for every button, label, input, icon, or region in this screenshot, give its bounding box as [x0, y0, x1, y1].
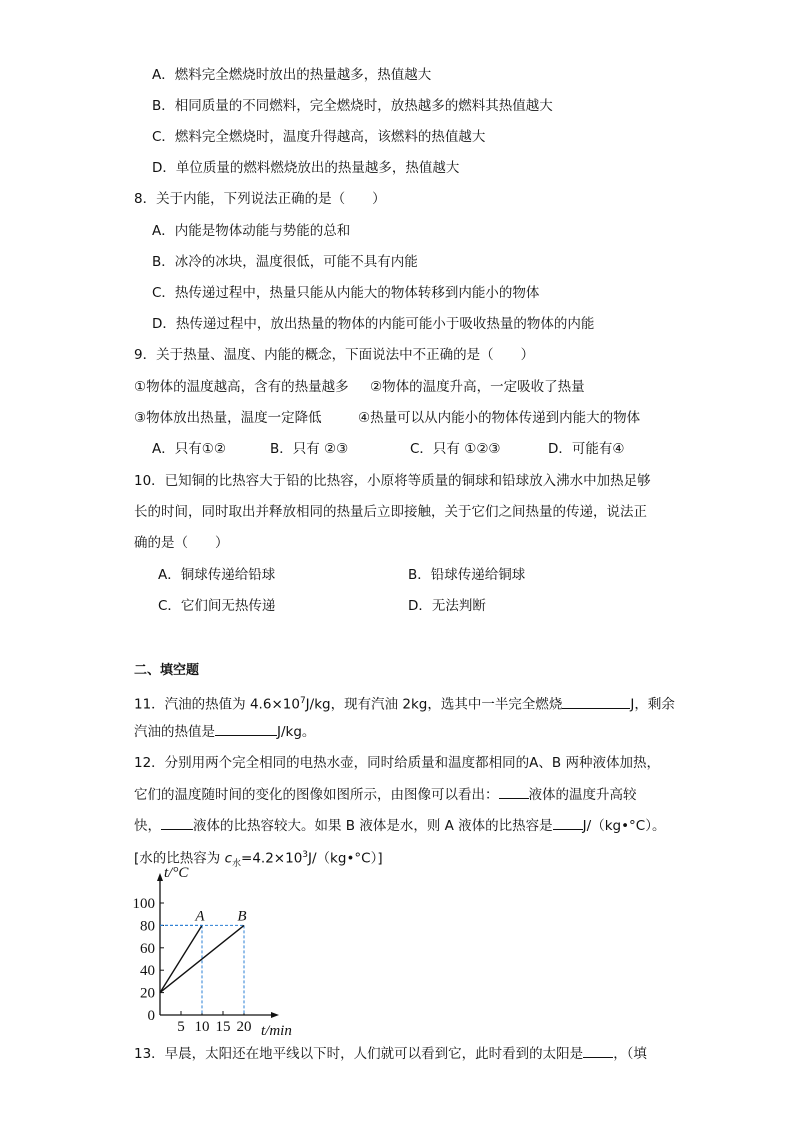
q13-blank-1[interactable]	[583, 1044, 613, 1058]
x-tick-label: 20	[236, 1019, 252, 1035]
q12-text-c-symbol: c	[224, 850, 232, 867]
x-tick-label: 15	[215, 1019, 231, 1035]
q12-exponent: 3	[302, 850, 309, 860]
q9-option-b: B．只有 ②③	[270, 441, 349, 457]
q12-line-1: 12．分别用两个完全相同的电热水壶，同时给质量和温度都相同的A、B 两种液体加热，	[134, 755, 660, 771]
x-tick-label: 10	[194, 1019, 210, 1035]
y-tick-label: 80	[140, 918, 155, 935]
q11-text-c: J，剩余	[630, 696, 675, 713]
series-label-A: A	[195, 908, 205, 925]
q12-blank-2[interactable]	[161, 816, 193, 830]
y-tick-label: 40	[140, 963, 155, 980]
q7-option-c: C．燃料完全燃烧时，温度升得越高，该燃料的热值越大	[152, 129, 486, 145]
q12-text-e: J/（kg•°C）。	[582, 818, 666, 834]
q10-option-c: C．它们间无热传递	[158, 598, 276, 614]
q13-text-b: ，（填	[613, 1046, 647, 1062]
q10-option-a: A．铜球传递给铅球	[158, 567, 276, 583]
q8-option-a: A．内能是物体动能与势能的总和	[152, 223, 351, 239]
q11-line-1	[134, 692, 675, 714]
section-heading: 二、填空题	[134, 663, 200, 678]
q12-text-b: 液体的温度升高较	[528, 787, 637, 803]
q7-option-d: D．单位质量的燃料燃烧放出的热量越多，热值越大	[152, 160, 460, 176]
q11-blank-2[interactable]	[215, 722, 277, 736]
q13-line-1	[134, 1044, 647, 1063]
x-tick-label: 5	[177, 1019, 185, 1035]
q12-subscript: 水	[232, 859, 242, 870]
q10-option-d: D．无法判断	[408, 598, 486, 614]
x-axis-arrow	[271, 1012, 279, 1018]
q9-statement-1: ①物体的温度越高，含有的热量越多	[134, 379, 349, 395]
q9-option-a: A．只有①②	[152, 441, 226, 457]
q7-option-a: A．燃料完全燃烧时放出的热量越多，热值越大	[152, 67, 432, 83]
y-tick-label: 100	[132, 896, 155, 912]
q9-stem: 9．关于热量、温度、内能的概念，下面说法中不正确的是（ ）	[134, 347, 535, 363]
q11-text-e: J/kg。	[277, 724, 316, 740]
q10-option-b: B．铅球传递给铜球	[408, 567, 526, 583]
q9-statement-3: ③物体放出热量，温度一定降低	[134, 410, 322, 426]
q12-line-3	[134, 816, 665, 835]
q10-stem-line-1: 10．已知铜的比热容大于铅的比热容，小原将等质量的铜球和铅球放入沸水中加热足够	[134, 473, 651, 489]
q12-blank-1[interactable]	[499, 785, 529, 799]
q12-text-d: 液体的比热容较大。如果 B 液体是水，则 A 液体的比热容是	[193, 818, 553, 834]
q8-option-d: D．热传递过程中，放出热量的物体的内能可能小于吸收热量的物体的内能	[152, 316, 595, 332]
series-line-A	[160, 925, 202, 992]
q9-option-d: D．可能有④	[548, 441, 625, 457]
q12-text-f: [水的比热容为	[134, 850, 225, 867]
y-axis-arrow	[157, 873, 163, 881]
q11-line-2	[134, 722, 315, 741]
q12-text-g: =4.2×10	[241, 850, 303, 867]
y-axis-label: t/°C	[164, 865, 189, 881]
q9-option-c: C．只有 ①②③	[410, 441, 501, 457]
q12-line-2	[134, 785, 637, 804]
temperature-time-chart	[125, 865, 325, 1040]
q12-text-c: 快，	[134, 818, 161, 834]
y-tick-label: 60	[140, 940, 155, 957]
q7-option-b: B．相同质量的不同燃料，完全燃烧时，放热越多的燃料其热值越大	[152, 98, 553, 114]
y-tick-label: 20	[140, 985, 155, 1002]
q11-blank-1[interactable]	[562, 695, 630, 709]
y-tick-label: 0	[147, 1008, 155, 1024]
q10-stem-line-3: 确的是（ ）	[134, 535, 229, 551]
q11-text-b: J/kg，现有汽油 2kg，选其中一半完全燃烧	[305, 696, 563, 713]
q9-statement-4: ④热量可以从内能小的物体传递到内能大的物体	[358, 410, 641, 426]
q11-text-d: 汽油的热值是	[134, 724, 215, 740]
q12-text-a: 它们的温度随时间的变化的图像如图所示，由图像可以看出：	[134, 787, 499, 803]
q8-option-b: B．冰冷的冰块，温度很低，可能不具有内能	[152, 254, 418, 270]
x-axis-label: t/min	[261, 1023, 292, 1039]
q8-option-c: C．热传递过程中，热量只能从内能大的物体转移到内能小的物体	[152, 285, 540, 301]
q12-blank-3[interactable]	[553, 816, 583, 830]
series-label-B: B	[237, 908, 247, 925]
q13-text-a: 13．早晨，太阳还在地平线以下时，人们就可以看到它，此时看到的太阳是	[134, 1046, 584, 1062]
q10-stem-line-2: 长的时间，同时取出并释放相同的热量后立即接触，关于它们之间热量的传递，说法正	[134, 504, 647, 520]
q9-statement-2: ②物体的温度升高，一定吸收了热量	[370, 379, 585, 395]
q11-text-a: 11．汽油的热值为 4.6×10	[134, 696, 300, 713]
q12-text-h: J/（kg•°C）]	[308, 850, 383, 867]
q11-exponent: 7	[299, 696, 306, 706]
q8-stem: 8．关于内能，下列说法正确的是（ ）	[134, 191, 386, 207]
